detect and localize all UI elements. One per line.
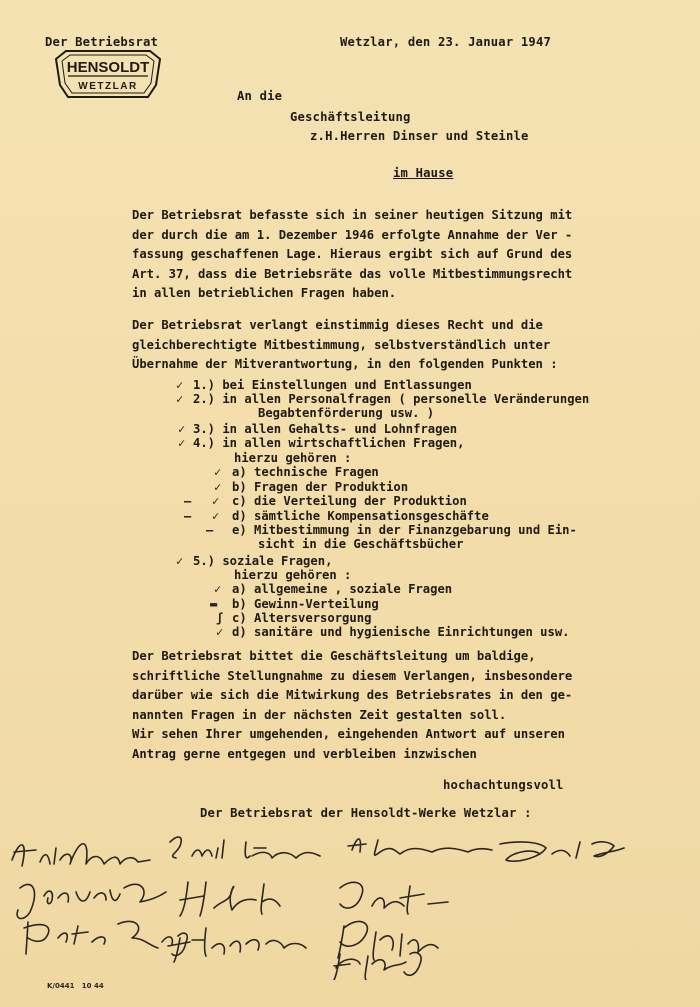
check-mark-icon: ✓: [212, 494, 220, 508]
paragraph-3-line: Antrag gerne entgegen und verbleiben inzwischen: [132, 746, 477, 761]
stamp-bottom-text: WETZLAR: [78, 81, 138, 92]
check-mark-icon: ✓: [212, 509, 220, 523]
point-4b: b) Fragen der Produktion: [232, 480, 409, 494]
point-4-intro: hierzu gehören :: [234, 451, 352, 465]
point-5b: b) Gewinn-Verteilung: [232, 597, 379, 611]
recipient-line-3: im Hause: [393, 166, 454, 180]
paragraph-3-line: darüber wie sich die Mitwirkung des Betriebsrates in den ge-: [132, 688, 573, 702]
dash-mark-icon: —: [206, 523, 214, 537]
check-mark-icon: ✓: [178, 422, 186, 436]
paragraph-1-line: Art. 37, dass die Betriebsräte das volle Mitbestimmungsrecht: [132, 266, 573, 281]
check-mark-icon: ✓: [214, 480, 222, 494]
recipient-line-2: z.H.Herren Dinser und Steinle: [310, 129, 529, 143]
point-4: 4.) in allen wirtschaftlichen Fragen,: [193, 436, 465, 450]
check-mark-icon: ✓: [214, 465, 222, 479]
paragraph-1-line: in allen betrieblichen Fragen haben.: [132, 286, 397, 300]
stamp-text-layer: [52, 45, 164, 101]
point-5d: d) sanitäre und hygienische Einrichtungen usw.: [232, 625, 570, 639]
point-3: 3.) in allen Gehalts- und Lohnfragen: [193, 422, 458, 436]
recipient-to: An die: [237, 89, 283, 103]
dash-mark-icon: —: [184, 509, 192, 523]
point-5c: c) Altersversorgung: [232, 611, 372, 625]
point-4a: a) technische Fragen: [232, 465, 379, 479]
check-mark-icon: ✓: [216, 625, 224, 639]
point-4d: d) sämtliche Kompensationsgeschäfte: [232, 509, 489, 523]
paragraph-3-line: nannten Fragen in der nächsten Zeit gestalten soll.: [132, 707, 507, 722]
point-5-intro: hierzu gehören :: [234, 568, 352, 582]
point-1: 1.) bei Einstellungen und Entlassungen: [193, 378, 472, 392]
point-4c: c) die Verteilung der Produktion: [232, 494, 467, 508]
check-mark-icon: ✓: [176, 378, 184, 392]
check-mark-icon: ✓: [176, 392, 184, 406]
paragraph-2-line: Übernahme der Mitverantwortung, in den folgenden Punkten :: [132, 357, 558, 371]
point-2-cont: Begabtenförderung usw. ): [258, 406, 435, 420]
paragraph-3-line: schriftliche Stellungnahme zu diesem Verlangen, insbesondere: [132, 668, 573, 683]
check-mark-icon: ʃ: [216, 611, 224, 625]
sender-line: Der Betriebsrat: [45, 35, 159, 49]
point-4e: e) Mitbestimmung in der Finanzgebarung und Ein-: [232, 523, 577, 537]
check-mark-icon: ✓: [178, 436, 186, 450]
recipient-line-1: Geschäftsleitung: [290, 110, 411, 124]
paragraph-1: [132, 206, 672, 304]
paragraph-3-line: Der Betriebsrat bittet die Geschäftsleitung um baldige,: [132, 649, 536, 663]
closing: hochachtungsvoll: [443, 778, 564, 792]
point-4e-cont: sicht in die Geschäftsbücher: [258, 537, 464, 551]
paragraph-3-line: Wir sehen Ihrer umgehenden, eingehenden Antwort auf unseren: [132, 727, 565, 741]
handwritten-signatures: [0, 830, 700, 980]
paragraph-1-line: der durch die am 1. Dezember 1946 erfolgte Annahme der Ver -: [132, 227, 573, 242]
paragraph-3: [132, 647, 672, 764]
scribble-mark-icon: ▬: [210, 597, 218, 611]
form-code: K/0441 10 44: [47, 982, 104, 990]
place-date: Wetzlar, den 23. Januar 1947: [340, 35, 552, 49]
paragraph-2-line: Der Betriebsrat verlangt einstimmig dieses Recht und die: [132, 318, 543, 332]
signature-line: Der Betriebsrat der Hensoldt-Werke Wetzlar :: [200, 806, 532, 820]
check-mark-icon: ✓: [214, 582, 222, 596]
paragraph-1-line: fassung geschaffenen Lage. Hieraus ergibt sich auf Grund des: [132, 247, 573, 261]
stamp-top-text: HENSOLDT: [66, 59, 150, 76]
paragraph-2: [132, 316, 672, 375]
dash-mark-icon: —: [184, 494, 192, 508]
point-2: 2.) in allen Personalfragen ( personelle Veränderungen: [193, 392, 590, 406]
check-mark-icon: ✓: [176, 554, 184, 568]
paragraph-1-line: Der Betriebsrat befasste sich in seiner heutigen Sitzung mit: [132, 208, 573, 222]
point-5a: a) allgemeine , soziale Fragen: [232, 582, 453, 596]
point-5: 5.) soziale Fragen,: [193, 554, 333, 568]
paragraph-2-line: gleichberechtigte Mitbestimmung, selbstverständlich unter: [132, 337, 551, 352]
